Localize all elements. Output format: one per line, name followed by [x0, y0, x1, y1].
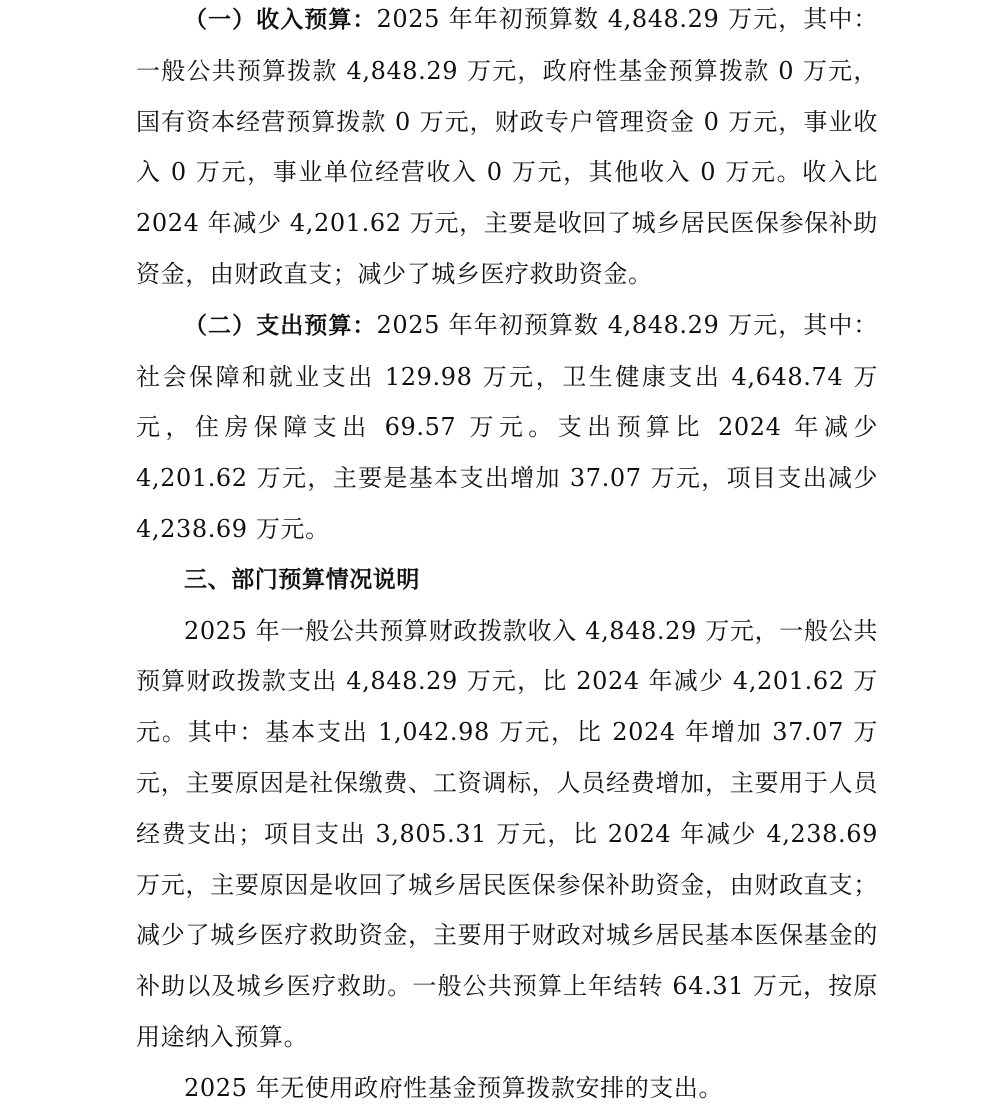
income-budget-text: 2025 年年初预算数 4,848.29 万元，其中：一般公共预算拨款 4,848.29 万元，政府性基金预算拨款 0 万元，国有资本经营预算拨款 0 万元，财政专户管理资金 0 万元，事业收入 0 万元，事业单位经营收入 0 万元，其他收入 0 万元。收入比 2024 年减少 4,201.62 万元，主要是收回了城乡居民医保参保补助资金，由财政直支；减少了城乡医疗救助资金。: [136, 5, 878, 288]
expenditure-budget-heading: （二）支出预算：: [184, 312, 377, 339]
government-fund-paragraph: 2025 年无使用政府性基金预算拨款安排的支出。: [184, 1073, 724, 1102]
income-budget-heading: （一）收入预算：: [184, 7, 377, 33]
general-budget-paragraph: 2025 年一般公共预算财政拨款收入 4,848.29 万元，一般公共预算财政拨款支出 4,848.29 万元，比 2024 年减少 4,201.62 万元。其中：基本支出 1,042.98 万元，比 2024 年增加 37.07 万元，主要原因是社保缴费、工资调标，人员经费增加，主要用于人员经费支出；项目支出 3,805.31 万元，比 2024 年减少 4,238.69 万元，主要原因是收回了城乡居民医保参保补助资金，由财政直支；减少了城乡医疗救助资金，主要用于财政对城乡居民基本医保基金的补助以及城乡医疗救助。一般公共预算上年结转 64.31 万元，按原用途纳入预算。: [136, 616, 878, 1051]
expenditure-budget-paragraph: [136, 300, 878, 555]
document-page: [136, 0, 878, 1114]
expenditure-budget-text: 2025 年年初预算数 4,848.29 万元，其中：社会保障和就业支出 129.98 万元，卫生健康支出 4,648.74 万元，住房保障支出 69.57 万元。支出预算比 2024 年减少 4,201.62 万元，主要是基本支出增加 37.07 万元，项目支出减少 4,238.69 万元。: [136, 310, 878, 543]
income-budget-paragraph: [136, 0, 878, 300]
section-heading: 三、部门预算情况说明: [184, 566, 420, 593]
